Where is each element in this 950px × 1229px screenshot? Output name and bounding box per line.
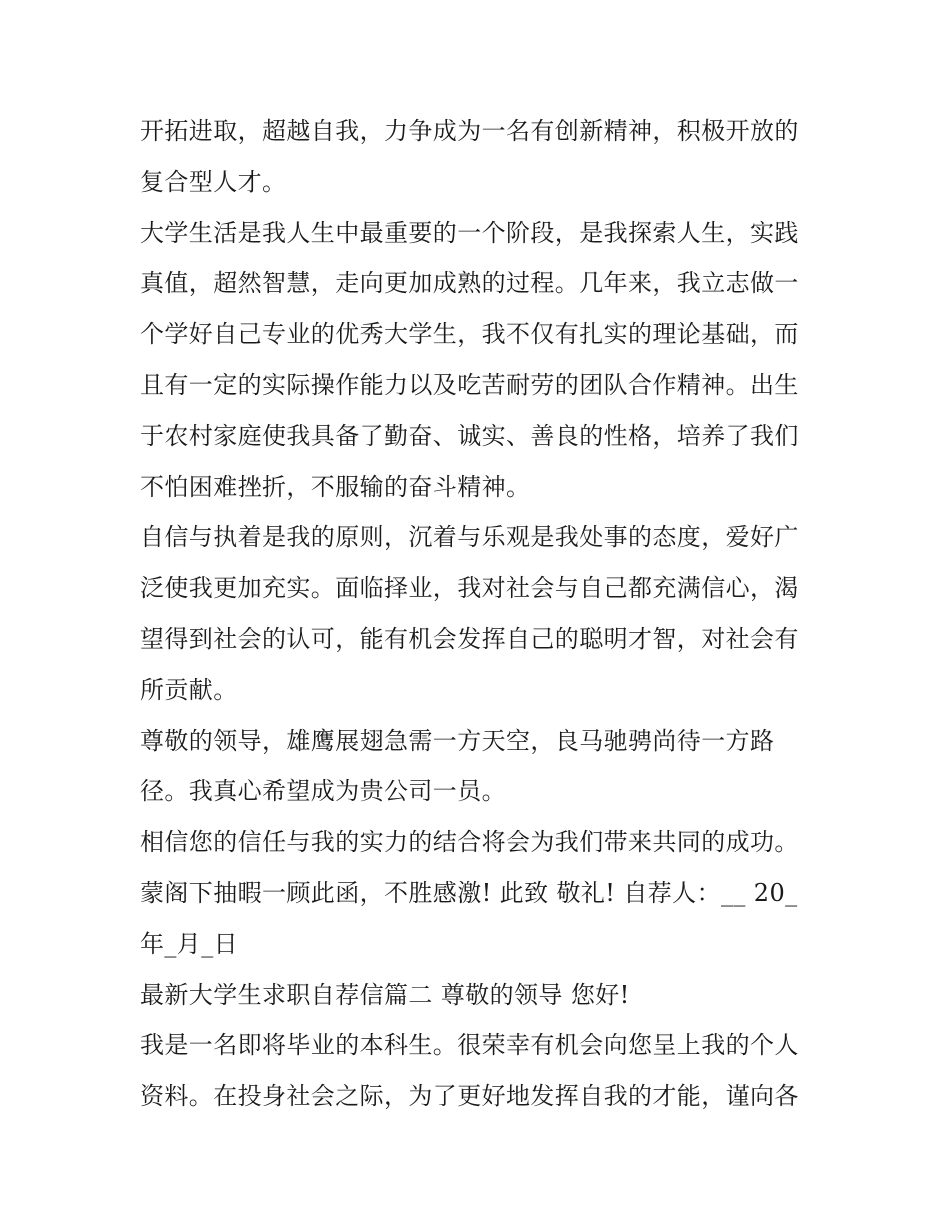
text-line: 相信您的信任与我的实力的结合将会为我们带来共同的成功。	[140, 828, 799, 857]
text-line: 真值，超然智慧，走向更加成熟的过程。几年来，我立志做一	[140, 269, 799, 298]
text-line: 资料。在投身社会之际，为了更好地发挥自我的才能，谨向各	[140, 1082, 799, 1111]
text-line: 大学生活是我人生中最重要的一个阶段，是我探索人生，实践	[140, 218, 799, 247]
text-line: 径。我真心希望成为贵公司一员。	[140, 777, 506, 806]
text-line: 年_月_日	[140, 929, 238, 958]
document-body	[140, 106, 820, 1122]
text-line: 蒙阁下抽暇一顾此函，不胜感激! 此致 敬礼! 自荐人：__ 20_	[140, 878, 798, 907]
text-line: 泛使我更加充实。面临择业，我对社会与自己都充满信心，渴	[140, 574, 799, 603]
text-line: 开拓进取，超越自我，力争成为一名有创新精神，积极开放的	[140, 117, 799, 145]
text-line: 复合型人才。	[140, 167, 287, 196]
text-line: 我是一名即将毕业的本科生。很荣幸有机会向您呈上我的个人	[140, 1031, 799, 1060]
text-line: 于农村家庭使我具备了勤奋、诚实、善良的性格，培养了我们	[140, 421, 799, 450]
text-line: 不怕困难挫折，不服输的奋斗精神。	[140, 472, 531, 501]
text-line: 且有一定的实际操作能力以及吃苦耐劳的团队合作精神。出生	[140, 370, 799, 399]
text-line: 个学好自己专业的优秀大学生，我不仅有扎实的理论基础，而	[140, 320, 799, 349]
text-line: 尊敬的领导，雄鹰展翅急需一方天空，良马驰骋尚待一方路	[140, 726, 775, 755]
section-heading: 最新大学生求职自荐信篇二 尊敬的领导 您好!	[140, 980, 630, 1009]
text-line: 所贡献。	[140, 675, 238, 704]
text-line: 望得到社会的认可，能有机会发挥自己的聪明才智，对社会有	[140, 624, 799, 653]
text-line: 自信与执着是我的原则，沉着与乐观是我处事的态度，爱好广	[140, 523, 799, 552]
